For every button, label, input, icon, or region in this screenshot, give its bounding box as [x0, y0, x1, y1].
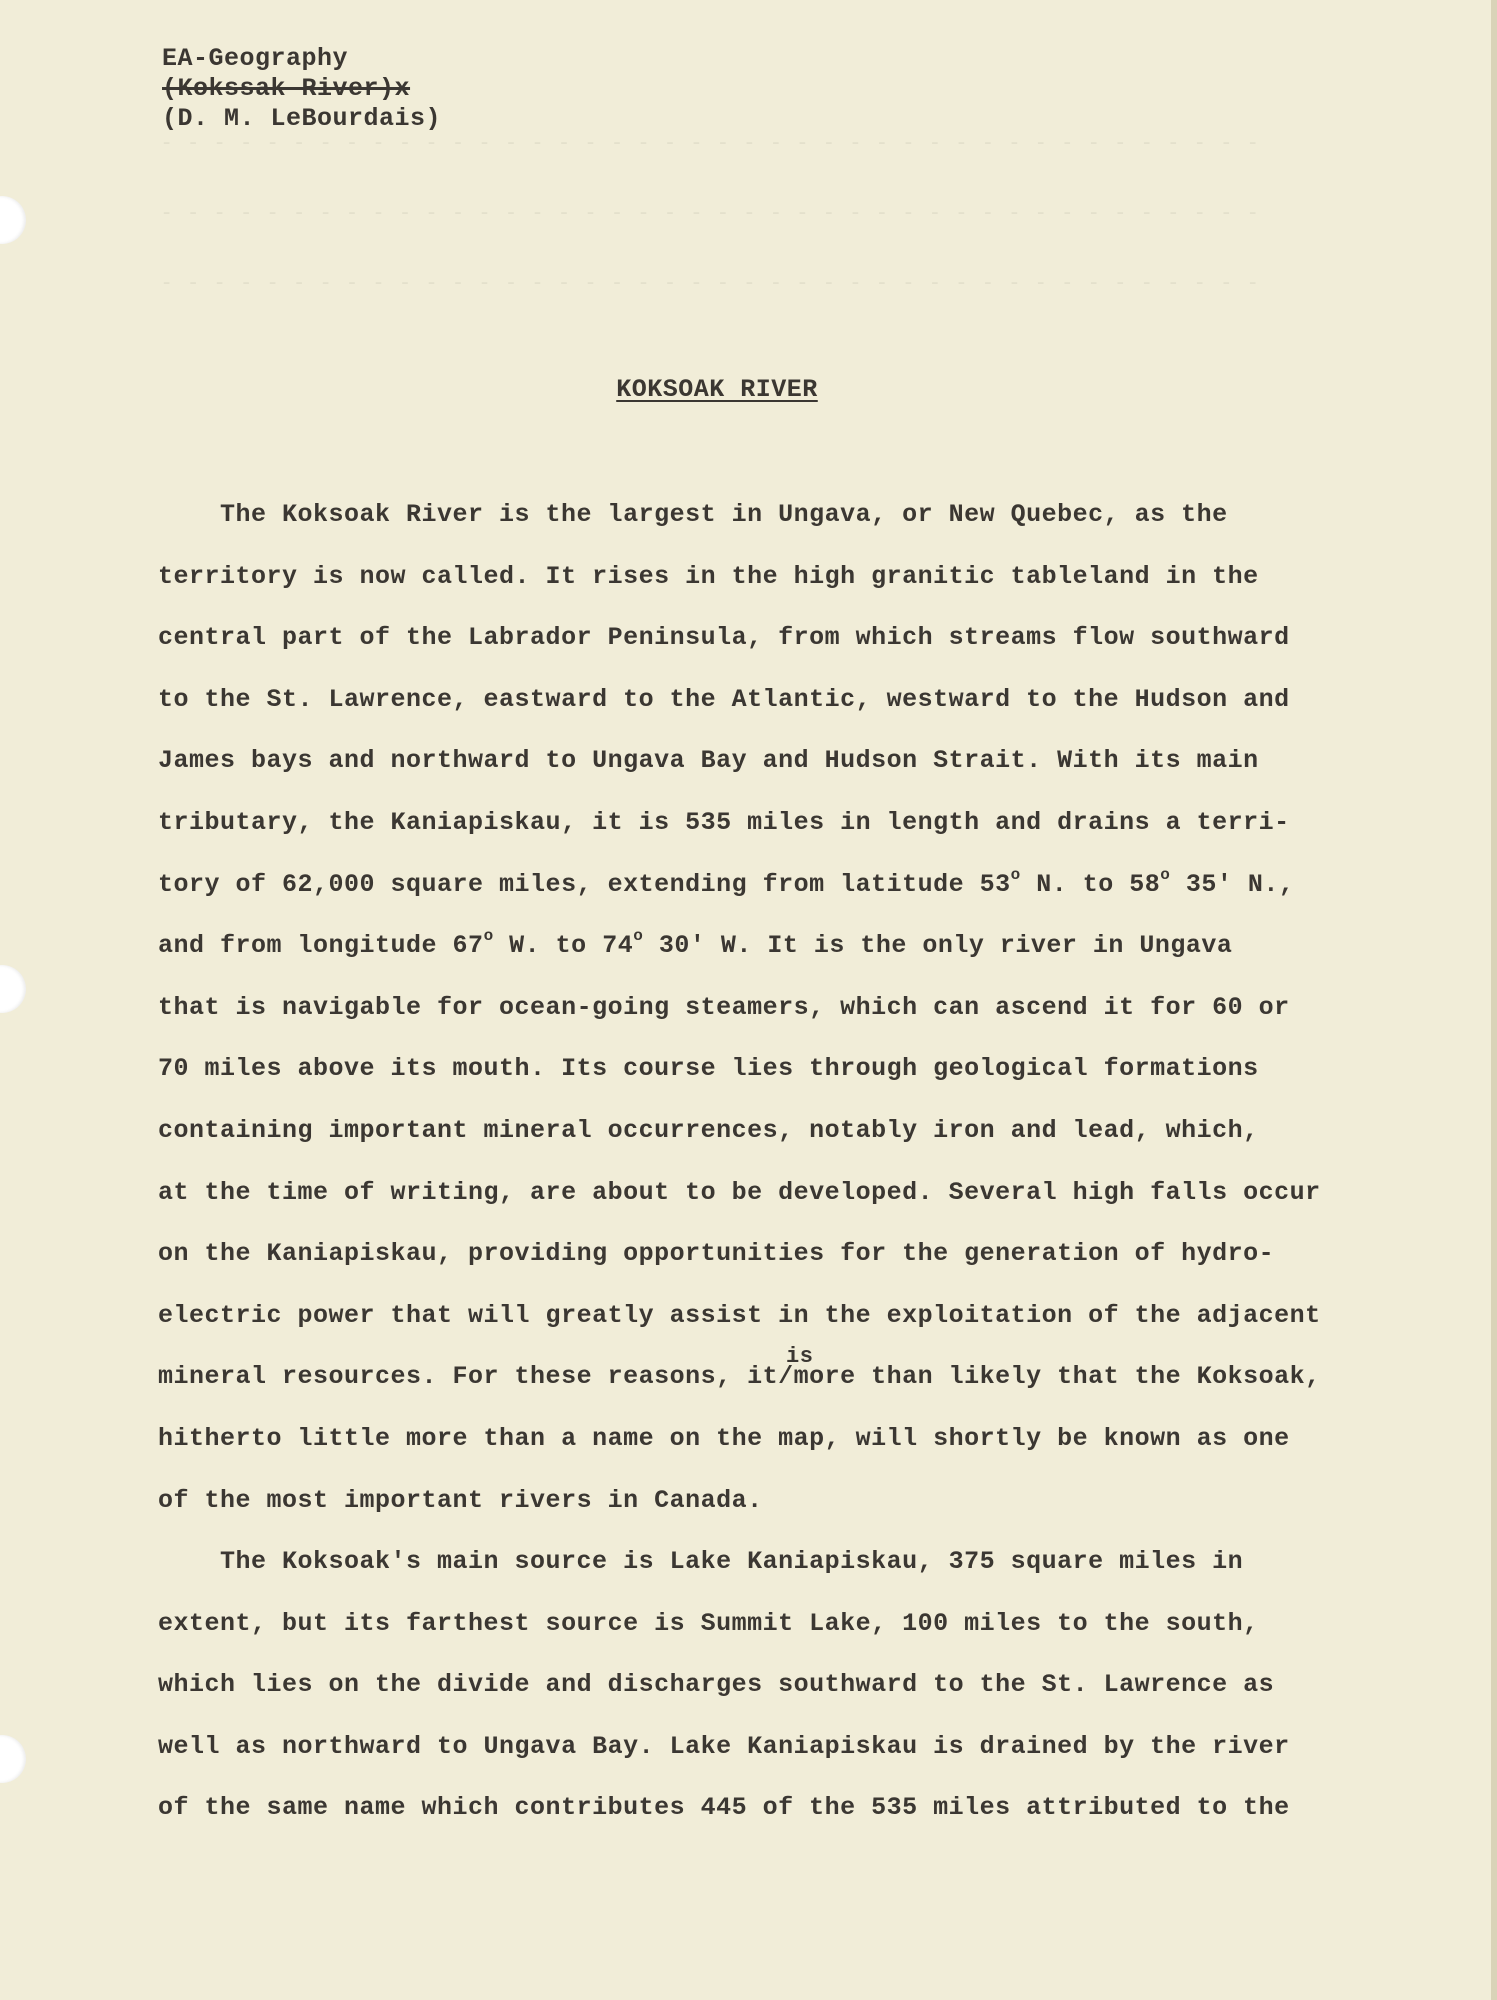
show-through-text: - - - - - - - - - - - - - - - - - - - - - - - - - - - - - - - - - - - - - - - - - -	[160, 130, 1260, 155]
show-through-text: - - - - - - - - - - - - - - - - - - - - - - - - - - - - - - - - - - - - - - - - - -	[160, 200, 1260, 225]
text-line: hitherto little more than a name on the map, will shortly be known as one	[158, 1423, 1290, 1453]
text-line: of the most important rivers in Canada.	[158, 1485, 763, 1515]
text-line: extent, but its farthest source is Summit Lake, 100 miles to the south,	[158, 1608, 1259, 1638]
text-line: 70 miles above its mouth. Its course lies through geological formations	[158, 1054, 1259, 1084]
document-header	[162, 44, 441, 134]
text-line: central part of the Labrador Peninsula, from which streams flow southward	[158, 623, 1290, 653]
header-category: EA-Geography	[162, 44, 349, 73]
text-line: on the Kaniapiskau, providing opportunities for the generation of hydro-	[158, 1239, 1275, 1269]
text-line: The Koksoak's main source is Lake Kaniapiskau, 375 square miles in	[220, 1547, 1244, 1577]
text-line: to the St. Lawrence, eastward to the Atlantic, westward to the Hudson and	[158, 684, 1290, 714]
page-title: KOKSOAK RIVER	[616, 375, 818, 404]
text-line: well as northward to Ungava Bay. Lake Kaniapiskau is drained by the river	[158, 1731, 1290, 1761]
text-line: that is navigable for ocean-going steamers, which can ascend it for 60 or	[158, 992, 1290, 1022]
text-line-latitude: tory of 62,000 square miles, extending from latitude 53$^o$ N. to 58$^o$ 35' N.,	[158, 865, 1295, 899]
punch-hole	[0, 1735, 26, 1783]
punch-hole	[0, 196, 26, 244]
header-author: (D. M. LeBourdais)	[162, 104, 442, 133]
text-line-with-insertion: is mineral resources. For these reasons, it/more than likely that the Koksoak,	[158, 1357, 1318, 1419]
body-text	[158, 495, 1321, 1850]
punch-hole	[0, 965, 26, 1013]
show-through-text: - - - - - - - - - - - - - - - - - - - - - - - - - - - - - - - - - - - - - - - - - -	[160, 270, 1260, 295]
text-line: electric power that will greatly assist in the exploitation of the adjacent	[158, 1300, 1321, 1330]
text-line: tributary, the Kaniapiskau, it is 535 miles in length and drains a terri-	[158, 807, 1290, 837]
text-line: James bays and northward to Ungava Bay and Hudson Strait. With its main	[158, 746, 1259, 776]
text-line: of the same name which contributes 445 of the 535 miles attributed to the	[158, 1793, 1290, 1823]
text-line: at the time of writing, are about to be developed. Several high falls occur	[158, 1177, 1321, 1207]
handwritten-insertion: is	[786, 1344, 814, 1370]
text-line: territory is now called. It rises in the high granitic tableland in the	[158, 561, 1259, 591]
header-struck-title: (Kokssak River)x	[162, 74, 411, 103]
text-line: which lies on the divide and discharges southward to the St. Lawrence as	[158, 1670, 1275, 1700]
text-line-longitude: and from longitude 67$^o$ W. to 74$^o$ 30' W. It is the only river in Ungava	[158, 927, 1233, 961]
text-line: The Koksoak River is the largest in Ungava, or New Quebec, as the	[220, 500, 1228, 529]
text-line: containing important mineral occurrences, notably iron and lead, which,	[158, 1115, 1259, 1145]
